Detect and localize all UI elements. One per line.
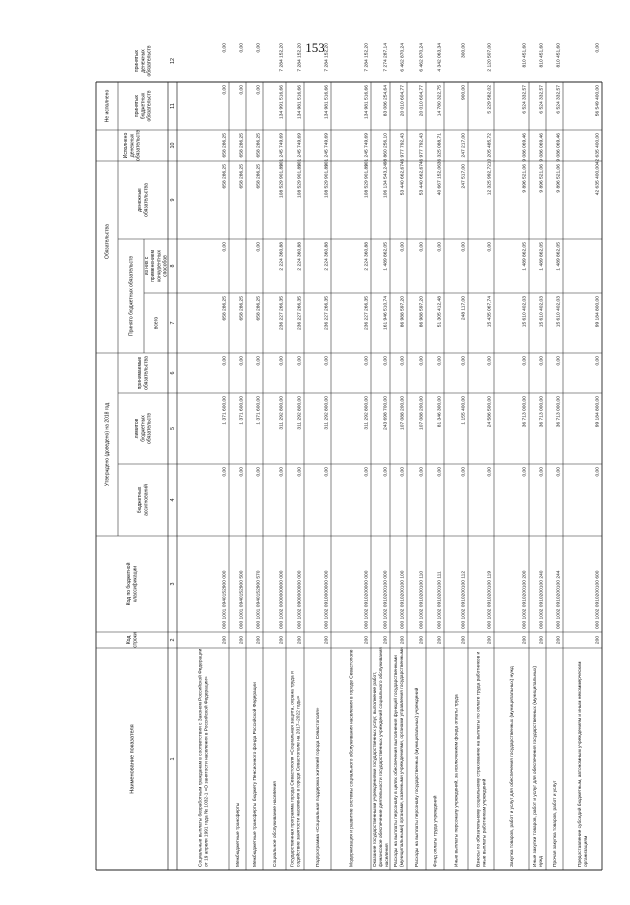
cell-c4: 0,00 bbox=[595, 467, 601, 477]
row-name: Предоставление субсидий бюджетным, автономным учреждениям и иным некоммерческим bbox=[577, 661, 583, 867]
header-limits: бюджетных bbox=[140, 415, 147, 442]
cell-c11: 5 229 582,02 bbox=[487, 85, 493, 114]
row-name: Модернизация и развитие системы социального обслуживания населения в городе Севастополе bbox=[349, 649, 355, 867]
cell-c12: 2 120 507,00 bbox=[487, 43, 493, 72]
header-unfulfilled-group: Не исполнено bbox=[104, 89, 111, 123]
cell-c11: 6 524 332,57 bbox=[539, 85, 545, 114]
cell-c4: 0,00 bbox=[556, 467, 562, 477]
column-number: 10 bbox=[169, 142, 176, 149]
cell-c6: 0,00 bbox=[383, 356, 389, 366]
column-number: 7 bbox=[169, 321, 176, 325]
header-competitive: из них с bbox=[144, 256, 151, 276]
row-code: 200 bbox=[222, 635, 228, 645]
cell-c5: 99 184 800,00 bbox=[595, 396, 601, 428]
cell-c8: 0,00 bbox=[437, 242, 443, 252]
cell-c10: 101 245 749,69 bbox=[364, 133, 370, 167]
column-number: 11 bbox=[169, 103, 176, 109]
header-competitive: способов bbox=[162, 255, 169, 277]
cell-c6: 0,00 bbox=[595, 356, 601, 366]
cell-c6: 0,00 bbox=[400, 356, 406, 366]
row-name: содействие занятости населения в городе Севастополе на 2017–2022 годы» bbox=[296, 695, 302, 867]
cell-c9: 12 325 992,72 bbox=[487, 164, 493, 196]
header-executed-monetary: обязательств bbox=[135, 129, 142, 162]
header-monetary: обязательства bbox=[143, 183, 150, 217]
row-name: Взносы по обязательному социальному страхованию на выплаты по оплате труда работников и bbox=[476, 651, 482, 867]
cell-c11: 900,00 bbox=[461, 85, 467, 100]
header-monetary: денежные bbox=[137, 188, 144, 212]
cell-c12: 7 274 287,14 bbox=[383, 43, 389, 72]
cell-c6: 0,00 bbox=[556, 356, 562, 366]
row-budget-code: 000 1002 0000000000 000 bbox=[279, 570, 285, 629]
cell-c12: 7 284 152,20 bbox=[279, 43, 285, 72]
cell-c11: 0,00 bbox=[222, 85, 228, 95]
cell-c5: 36 713 000,00 bbox=[522, 396, 528, 428]
cell-c6: 0,00 bbox=[437, 356, 443, 366]
header-budget-code: классификации bbox=[132, 565, 139, 603]
cell-c10: 46 977 792,43 bbox=[400, 133, 406, 165]
row-budget-code: 000 1002 0910000000 000 bbox=[324, 570, 330, 629]
cell-c12: 6 462 870,24 bbox=[419, 43, 425, 72]
cell-c7: 15 610 402,03 bbox=[522, 296, 528, 328]
cell-c6: 0,00 bbox=[239, 356, 245, 366]
cell-c7: 15 610 402,03 bbox=[556, 296, 562, 328]
cell-c7: 236 227 266,35 bbox=[279, 296, 285, 330]
row-name: Прочая закупка товаров, работ и услуг bbox=[552, 780, 558, 867]
cell-c11: 83 086 254,64 bbox=[383, 85, 389, 117]
row-code: 200 bbox=[539, 635, 545, 645]
cell-c11: 134 991 516,66 bbox=[279, 85, 285, 119]
cell-c10: 658 286,25 bbox=[222, 133, 228, 158]
header-executed-monetary: Исполнено bbox=[123, 132, 130, 159]
row-code: 200 bbox=[383, 635, 389, 645]
cell-c6: 0,00 bbox=[419, 356, 425, 366]
row-name: иные выплаты работникам учреждений bbox=[482, 778, 488, 867]
row-code: 200 bbox=[595, 635, 601, 645]
cell-c9: 40 667 152,06 bbox=[437, 164, 443, 196]
cell-c12: 810 451,60 bbox=[556, 43, 562, 68]
cell-c11: 56 549 400,00 bbox=[595, 85, 601, 117]
cell-c9: 658 286,25 bbox=[256, 164, 262, 189]
cell-c12: 7 284 152,20 bbox=[364, 43, 370, 72]
row-name: Межбюджетные трансферты bbox=[235, 802, 241, 867]
cell-c10: 10 205 485,72 bbox=[487, 133, 493, 165]
row-name: Социальные выплаты безработным гражданам в соответствии с Законом Российской Федерации bbox=[198, 648, 204, 867]
column-number: 1 bbox=[169, 757, 176, 761]
header-accepted-budget-obl: обязательств bbox=[146, 90, 153, 122]
header-approved-group: Утверждено (доведено) на 2018 год bbox=[104, 402, 111, 487]
cell-c4: 0,00 bbox=[487, 467, 493, 477]
cell-c11: 6 524 332,57 bbox=[556, 85, 562, 114]
cell-c6: 0,00 bbox=[487, 356, 493, 366]
cell-c8: 1 489 862,05 bbox=[539, 242, 545, 271]
cell-c12: 300,00 bbox=[461, 43, 467, 58]
row-code: 200 bbox=[297, 635, 303, 645]
cell-c5: 311 292 800,00 bbox=[279, 396, 285, 430]
row-budget-code: 000 1002 0910200100 111 bbox=[437, 571, 443, 629]
cell-c4: 0,00 bbox=[383, 467, 389, 477]
cell-c7: 236 227 266,35 bbox=[364, 296, 370, 330]
row-budget-code: 000 1002 0910200000 000 bbox=[364, 570, 370, 629]
cell-c7: 15 435 067,74 bbox=[487, 296, 493, 328]
row-budget-code: 000 1001 0940152900 500 bbox=[239, 570, 245, 629]
cell-c5: 1 371 600,00 bbox=[222, 396, 228, 425]
cell-c8: 0,00 bbox=[256, 242, 262, 252]
row-code: 200 bbox=[461, 635, 467, 645]
cell-c8: 0,00 bbox=[419, 242, 425, 252]
row-name: Закупка товаров, работ и услуг для обеспечения государственных (муниципальных) нужд bbox=[509, 666, 515, 867]
cell-c10: 9 086 069,46 bbox=[539, 133, 545, 162]
header-obligations-group: Обязательства bbox=[104, 224, 111, 259]
cell-c12: 810 451,60 bbox=[539, 43, 545, 68]
row-name: Оказание государственными учреждениями государственных услуг, выполнение работ, bbox=[372, 671, 378, 867]
row-name: Расходы на выплаты персоналу государственных (муниципальных) учреждений bbox=[414, 687, 420, 867]
row-name: Иные выплаты персоналу учреждений, за исключением фонда оплаты труда bbox=[454, 694, 460, 867]
header-accepted-monetary-obl: обязательств bbox=[146, 45, 153, 77]
row-budget-code: 000 1001 0940152900 570 bbox=[256, 570, 262, 629]
row-budget-code: 000 1002 0910200100 119 bbox=[487, 570, 493, 629]
table-cells bbox=[104, 43, 600, 867]
cell-c7: 86 988 597,20 bbox=[400, 296, 406, 328]
row-name: населения bbox=[384, 843, 390, 867]
row-budget-code: 000 1002 0910200100 244 bbox=[556, 570, 562, 629]
cell-c11: 20 010 604,77 bbox=[400, 85, 406, 117]
header-accepted-monetary-obl: принятых bbox=[134, 49, 141, 73]
cell-c10: 9 086 069,46 bbox=[522, 133, 528, 162]
row-name: Государственная программа города Севастополя «Социальная защита, охрана труда и bbox=[290, 671, 296, 867]
cell-c7: 51 305 412,48 bbox=[437, 296, 443, 328]
cell-c10: 101 245 749,69 bbox=[297, 133, 303, 167]
cell-c5: 243 698 700,00 bbox=[383, 396, 389, 430]
cell-c10: 247 217,00 bbox=[461, 133, 467, 158]
header-accepted-obligations: принимаемые bbox=[137, 356, 144, 390]
cell-c12: 7 284 152,20 bbox=[297, 43, 303, 72]
cell-c7: 658 286,25 bbox=[222, 296, 228, 321]
row-budget-code: 000 1002 0910200100 100 bbox=[400, 570, 406, 629]
cell-c10: 101 245 749,69 bbox=[279, 133, 285, 167]
cell-c11: 134 981 516,66 bbox=[297, 85, 303, 119]
cell-c9: 53 440 662,67 bbox=[419, 164, 425, 196]
cell-c4: 0,00 bbox=[239, 467, 245, 477]
cell-c9: 106 134 543,24 bbox=[383, 164, 389, 198]
cell-c4: 0,00 bbox=[364, 467, 370, 477]
cell-c4: 0,00 bbox=[256, 467, 262, 477]
row-name: от 19 апреля 1991 года № 1032-1 «О занятости населения в Российской Федерации» bbox=[204, 676, 210, 867]
cell-c7: 15 610 402,03 bbox=[539, 296, 545, 328]
cell-c5: 311 292 800,00 bbox=[364, 396, 370, 430]
cell-c6: 0,00 bbox=[539, 356, 545, 366]
row-name: нужд bbox=[538, 855, 544, 867]
cell-c4: 0,00 bbox=[522, 467, 528, 477]
cell-c10: 658 286,25 bbox=[256, 133, 262, 158]
cell-c7: 658 286,25 bbox=[239, 296, 245, 321]
cell-c11: 20 010 604,77 bbox=[419, 85, 425, 117]
cell-c4: 0,00 bbox=[279, 467, 285, 477]
cell-c5: 24 586 500,00 bbox=[487, 396, 493, 428]
cell-c6: 0,00 bbox=[522, 356, 528, 366]
cell-c7: 236 227 266,35 bbox=[297, 296, 303, 330]
header-code: строки bbox=[132, 632, 139, 648]
cell-c9: 108 529 901,89 bbox=[324, 164, 330, 198]
cell-c5: 1 371 600,00 bbox=[256, 396, 262, 425]
cell-c9: 108 529 901,89 bbox=[364, 164, 370, 198]
cell-c9: 42 635 400,00 bbox=[595, 164, 601, 196]
header-accepted-obligations: обязательства bbox=[143, 356, 150, 390]
header-accepted-budget-obl: принятых bbox=[134, 94, 141, 118]
row-code: 200 bbox=[487, 635, 493, 645]
header-name: Наименование показателя bbox=[129, 724, 136, 794]
column-number: 2 bbox=[169, 638, 176, 642]
cell-c12: 0,00 bbox=[595, 43, 601, 53]
row-code: 200 bbox=[419, 635, 425, 645]
cell-c10: 658 286,25 bbox=[239, 133, 245, 158]
page-number: 153 bbox=[305, 40, 325, 55]
cell-c12: 0,00 bbox=[256, 43, 262, 53]
cell-c5: 36 713 000,00 bbox=[556, 396, 562, 428]
column-number: 9 bbox=[169, 198, 176, 202]
header-total: всего bbox=[153, 316, 160, 330]
cell-c8: 0,00 bbox=[222, 242, 228, 252]
cell-c8: 2 224 360,88 bbox=[364, 242, 370, 271]
cell-c11: 0,00 bbox=[256, 85, 262, 95]
row-code: 200 bbox=[256, 635, 262, 645]
cell-c10: 42 635 400,00 bbox=[595, 133, 601, 165]
row-code: 200 bbox=[239, 635, 245, 645]
cell-c6: 0,00 bbox=[324, 356, 330, 366]
cell-c6: 0,00 bbox=[222, 356, 228, 366]
cell-c10: 36 325 088,71 bbox=[437, 133, 443, 165]
cell-c5: 81 346 300,00 bbox=[437, 396, 443, 428]
cell-c5: 107 088 200,00 bbox=[400, 396, 406, 430]
row-name: Иные закупки товаров, работ и услуг для обеспечения государственных (муниципальных) bbox=[532, 666, 538, 867]
cell-c4: 0,00 bbox=[539, 467, 545, 477]
cell-c9: 108 529 901,89 bbox=[279, 164, 285, 198]
row-name: Фонд оплаты труда учреждений bbox=[433, 795, 439, 867]
header-accepted-monetary-obl: денежных bbox=[140, 49, 147, 73]
cell-c12: 6 462 870,24 bbox=[400, 43, 406, 72]
header-code: Код bbox=[126, 635, 133, 645]
cell-c5: 311 292 800,00 bbox=[297, 396, 303, 430]
cell-c6: 0,00 bbox=[279, 356, 285, 366]
row-name: Социальное обслуживание населения bbox=[272, 781, 278, 867]
cell-c9: 108 529 901,89 bbox=[297, 164, 303, 198]
cell-c9: 658 286,25 bbox=[239, 164, 245, 189]
row-name: финансовое обеспечение деятельности государственных учреждений социального обслуживания bbox=[378, 647, 384, 867]
header-executed-monetary: денежных bbox=[129, 133, 136, 158]
cell-c10: 98 860 256,10 bbox=[383, 133, 389, 165]
cell-c5: 311 292 800,00 bbox=[324, 396, 330, 430]
row-budget-code: 000 1002 0910200100 600 bbox=[595, 570, 601, 629]
row-code: 200 bbox=[556, 635, 562, 645]
cell-c12: 7 284 152,20 bbox=[324, 43, 330, 72]
header-accepted-budget-obl: бюджетных bbox=[140, 92, 147, 120]
cell-c10: 46 977 792,43 bbox=[419, 133, 425, 165]
header-competitive: конкурентных bbox=[156, 250, 163, 282]
cell-c12: 4 342 063,34 bbox=[437, 43, 443, 72]
cell-c5: 107 088 200,00 bbox=[419, 396, 425, 430]
column-number: 6 bbox=[169, 371, 176, 375]
cell-c4: 0,00 bbox=[400, 467, 406, 477]
cell-c8: 1 489 862,05 bbox=[556, 242, 562, 271]
header-budget-allocations: бюджетных bbox=[137, 486, 144, 514]
column-number: 8 bbox=[169, 264, 176, 268]
row-code: 200 bbox=[279, 635, 285, 645]
cell-c11: 134 981 516,66 bbox=[364, 85, 370, 119]
cell-c7: 658 286,25 bbox=[256, 296, 262, 321]
cell-c7: 248 117,00 bbox=[461, 296, 467, 321]
header-budget-allocations: ассигнований bbox=[143, 484, 150, 516]
column-number: 12 bbox=[169, 58, 176, 64]
row-code: 200 bbox=[522, 635, 528, 645]
row-budget-code: 000 1002 0900000000 000 bbox=[297, 570, 303, 629]
cell-c6: 0,00 bbox=[256, 356, 262, 366]
row-code: 200 bbox=[400, 635, 406, 645]
cell-c9: 247 517,00 bbox=[461, 164, 467, 189]
cell-c8: 0,00 bbox=[487, 242, 493, 252]
cell-c4: 0,00 bbox=[324, 467, 330, 477]
cell-c7: 99 184 800,00 bbox=[595, 296, 601, 328]
row-code: 200 bbox=[324, 635, 330, 645]
cell-c11: 6 524 332,57 bbox=[522, 85, 528, 114]
header-limits: обязательств bbox=[146, 412, 153, 445]
row-name: Расходы на выплаты персоналу в целях обеспечения выполнения функций государственными bbox=[393, 655, 399, 867]
cell-c7: 236 227 266,35 bbox=[324, 296, 330, 330]
row-budget-code: 000 1002 0910200100 110 bbox=[419, 570, 425, 629]
cell-c9: 658 286,25 bbox=[222, 164, 228, 189]
cell-c11: 134 981 516,66 bbox=[324, 85, 330, 119]
cell-c4: 0,00 bbox=[437, 467, 443, 477]
cell-c4: 0,00 bbox=[222, 467, 228, 477]
cell-c4: 0,00 bbox=[461, 467, 467, 477]
row-budget-code: 000 1002 0910200100 112 bbox=[461, 570, 467, 629]
cell-c11: 0,00 bbox=[239, 85, 245, 95]
row-name: (муниципальными) органами, казенными учреждениями, органами управления государственными bbox=[399, 647, 405, 867]
cell-c9: 9 896 521,06 bbox=[539, 164, 545, 193]
header-limits: лимитов bbox=[134, 418, 141, 439]
row-budget-code: 000 1002 0910200100 200 bbox=[522, 570, 528, 629]
cell-c9: 53 440 662,67 bbox=[400, 164, 406, 196]
row-budget-code: 000 1001 0940152900 000 bbox=[222, 570, 228, 629]
cell-c8: 2 224 360,88 bbox=[297, 242, 303, 271]
cell-c6: 0,00 bbox=[461, 356, 467, 366]
row-code: 200 bbox=[437, 635, 443, 645]
cell-c12: 0,00 bbox=[222, 43, 228, 53]
cell-c12: 0,00 bbox=[239, 43, 245, 53]
row-code: 200 bbox=[364, 635, 370, 645]
cell-c4: 0,00 bbox=[419, 467, 425, 477]
row-name: организациям bbox=[583, 835, 589, 867]
cell-c7: 86 988 597,20 bbox=[419, 296, 425, 328]
row-budget-code: 000 1002 0910200100 240 bbox=[539, 570, 545, 629]
cell-c8: 1 489 862,05 bbox=[383, 242, 389, 271]
cell-c8: 0,00 bbox=[461, 242, 467, 252]
cell-c8: 2 224 360,88 bbox=[279, 242, 285, 271]
cell-c6: 0,00 bbox=[364, 356, 370, 366]
cell-c12: 810 451,60 bbox=[522, 43, 528, 68]
cell-c8: 0,00 bbox=[400, 242, 406, 252]
cell-c8: 1 489 862,05 bbox=[522, 242, 528, 271]
cell-c4: 0,00 bbox=[297, 467, 303, 477]
row-budget-code: 000 1002 0910200100 000 bbox=[383, 570, 389, 629]
column-number: 5 bbox=[169, 427, 176, 430]
header-competitive: применением bbox=[150, 250, 157, 282]
cell-c5: 1 371 600,00 bbox=[239, 396, 245, 425]
header-accepted-budget-group: Принято бюджетных обязательств bbox=[128, 256, 135, 336]
cell-c11: 14 780 322,75 bbox=[437, 85, 443, 117]
cell-c6: 0,00 bbox=[297, 356, 303, 366]
row-name: Межбюджетные трансферты бюджету Пенсионного фонда Российской Федерации bbox=[252, 682, 258, 867]
header-budget-code: Код по бюджетной bbox=[126, 562, 133, 606]
cell-c7: 161 946 510,74 bbox=[383, 296, 389, 330]
cell-c9: 9 896 521,06 bbox=[556, 164, 562, 193]
cell-c5: 36 713 000,00 bbox=[539, 396, 545, 428]
cell-c5: 1 155 400,00 bbox=[461, 396, 467, 425]
cell-c9: 9 896 521,06 bbox=[522, 164, 528, 193]
row-name: Подпрограмма «Социальная поддержка жителей города Севастополя» bbox=[315, 707, 321, 867]
cell-c8: 2 224 360,88 bbox=[324, 242, 330, 271]
column-number: 4 bbox=[169, 498, 176, 502]
column-number: 3 bbox=[169, 582, 176, 586]
cell-c10: 9 086 069,46 bbox=[556, 133, 562, 162]
cell-c10: 101 245 749,69 bbox=[324, 133, 330, 167]
